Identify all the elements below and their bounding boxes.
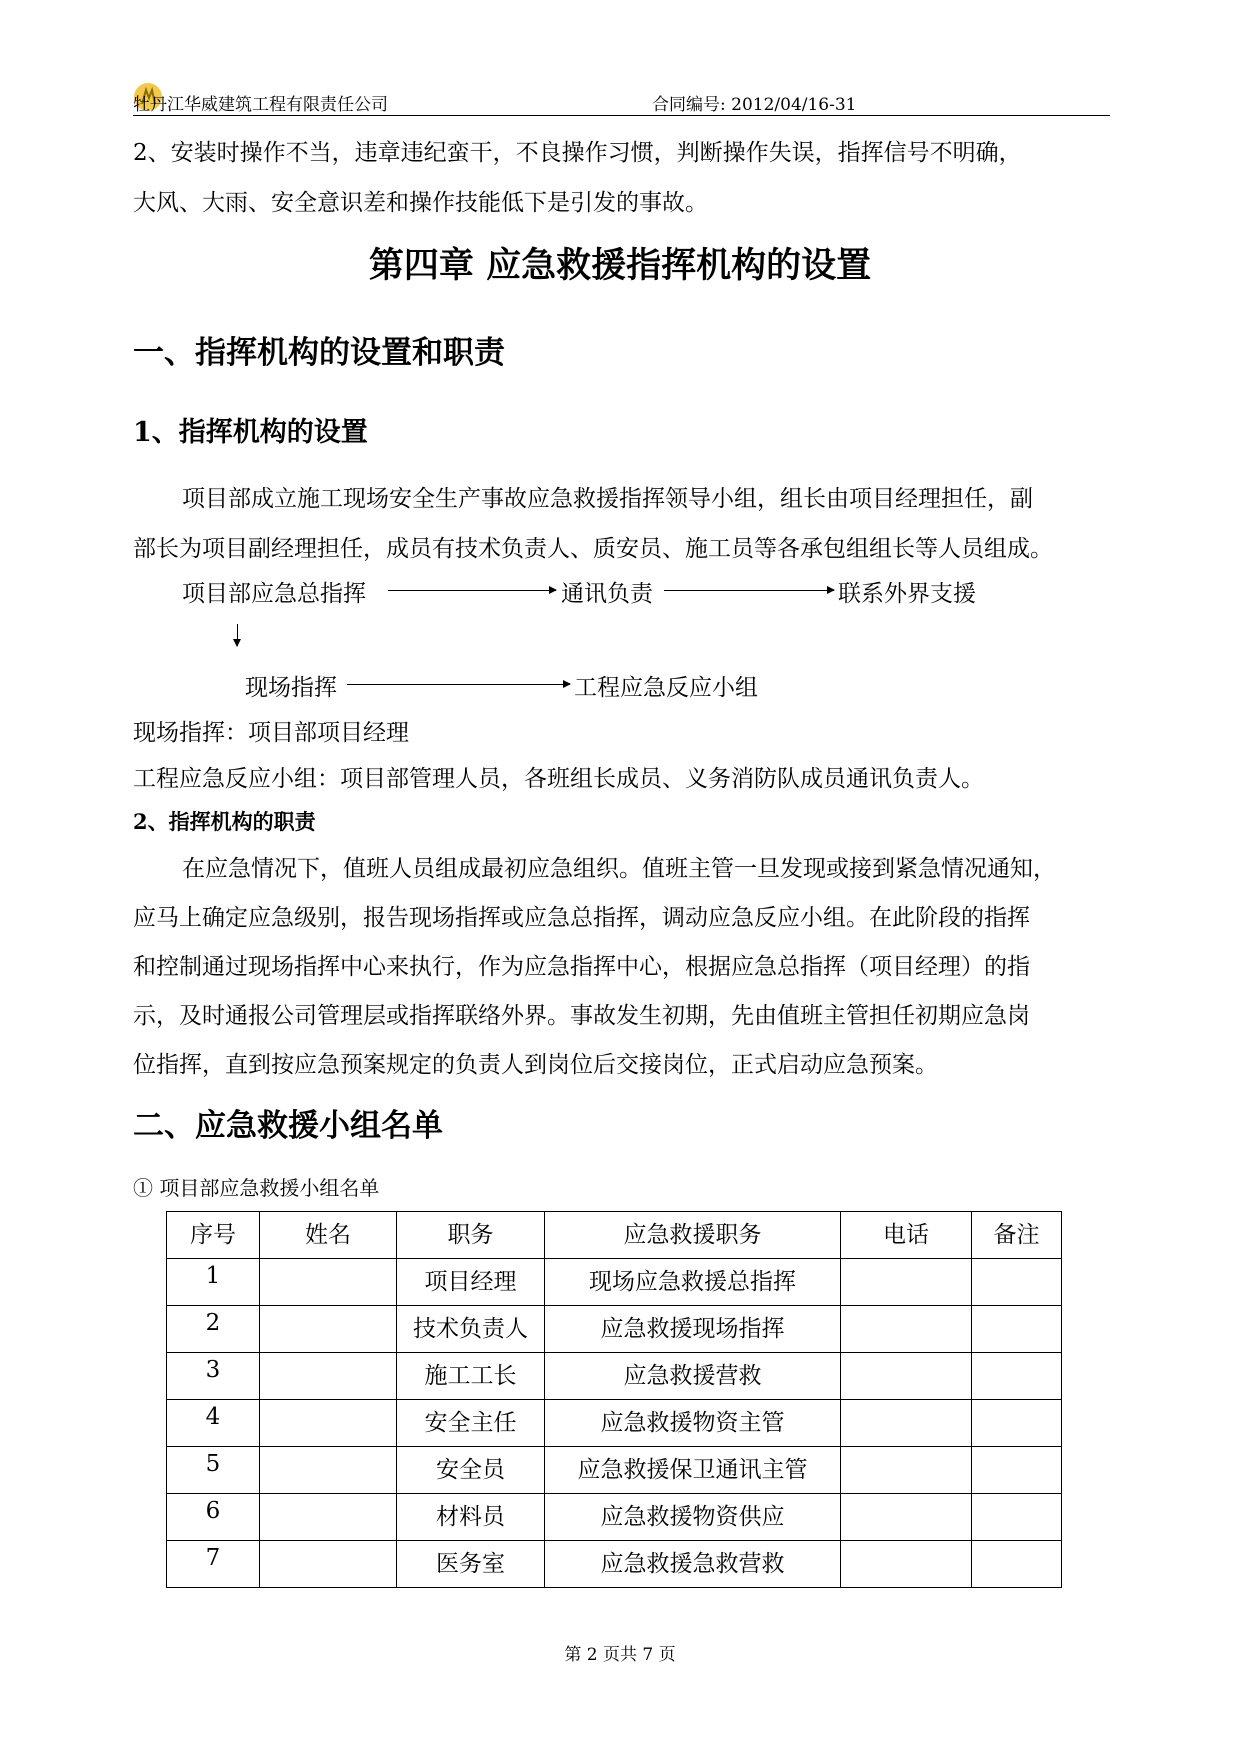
subsection-1-para-line-1: 项目部成立施工现场安全生产事故应急救援指挥领导小组，组长由项目经理担任，副 bbox=[182, 486, 1033, 512]
table-row bbox=[167, 1494, 1062, 1541]
cell-position: 安全主任 bbox=[397, 1400, 545, 1447]
table-row bbox=[167, 1306, 1062, 1353]
intro-line-1: 2、安装时操作不当，违章违纪蛮干，不良操作习惯，判断操作失误，指挥信号不明确， bbox=[133, 140, 1022, 166]
section-1-title: 一、指挥机构的设置和职责 bbox=[133, 335, 505, 371]
table-row bbox=[167, 1259, 1062, 1306]
header-company-name: 牡丹江华威建筑工程有限责任公司 bbox=[133, 95, 388, 115]
cell-name bbox=[260, 1353, 397, 1400]
cell-emergency-role: 应急救援急救营救 bbox=[545, 1541, 841, 1588]
duty-para-line-1: 在应急情况下，值班人员组成最初应急组织。值班主管一旦发现或接到紧急情况通知， bbox=[182, 856, 1056, 882]
header-cell-phone: 电话 bbox=[841, 1212, 972, 1259]
definition-response-team: 工程应急反应小组：项目部管理人员，各班组长成员、义务消防队成员通讯负责人。 bbox=[133, 766, 984, 792]
emergency-team-table bbox=[166, 1211, 1062, 1588]
table-row bbox=[167, 1400, 1062, 1447]
chart-node-communication: 通讯负责 bbox=[561, 581, 653, 607]
cell-position: 施工工长 bbox=[397, 1353, 545, 1400]
header-divider bbox=[133, 115, 1110, 116]
cell-name bbox=[260, 1541, 397, 1588]
cell-phone bbox=[841, 1494, 972, 1541]
cell-remark bbox=[972, 1494, 1062, 1541]
header-cell-position: 职务 bbox=[397, 1212, 545, 1259]
cell-remark bbox=[972, 1259, 1062, 1306]
duty-para-line-4: 示，及时通报公司管理层或指挥联络外界。事故发生初期，先由值班主管担任初期应急岗 bbox=[133, 1003, 1030, 1029]
cell-phone bbox=[841, 1353, 972, 1400]
header-cell-emergency-role: 应急救援职务 bbox=[545, 1212, 841, 1259]
subsection-1-title: 1、指挥机构的设置 bbox=[133, 417, 368, 448]
definition-site-commander: 现场指挥：项目部项目经理 bbox=[133, 720, 409, 746]
cell-remark bbox=[972, 1353, 1062, 1400]
table-row bbox=[167, 1353, 1062, 1400]
cell-no: 6 bbox=[167, 1494, 260, 1541]
chart-node-general-commander: 项目部应急总指挥 bbox=[182, 581, 366, 607]
duty-para-line-5: 位指挥，直到按应急预案规定的负责人到岗位后交接岗位，正式启动应急预案。 bbox=[133, 1052, 938, 1078]
cell-no: 2 bbox=[167, 1306, 260, 1353]
chart-node-site-commander: 现场指挥 bbox=[245, 675, 337, 701]
cell-emergency-role: 应急救援物资供应 bbox=[545, 1494, 841, 1541]
subsection-1-para-line-2: 部长为项目副经理担任，成员有技术负责人、质安员、施工员等各承包组组长等人员组成。 bbox=[133, 536, 1053, 562]
chart-arrow-2 bbox=[664, 590, 834, 591]
cell-phone bbox=[841, 1447, 972, 1494]
cell-emergency-role: 应急救援物资主管 bbox=[545, 1400, 841, 1447]
table-header-row bbox=[167, 1212, 1062, 1259]
header-cell-remark: 备注 bbox=[972, 1212, 1062, 1259]
cell-position: 技术负责人 bbox=[397, 1306, 545, 1353]
cell-phone bbox=[841, 1259, 972, 1306]
cell-remark bbox=[972, 1447, 1062, 1494]
cell-remark bbox=[972, 1400, 1062, 1447]
chart-node-response-team: 工程应急反应小组 bbox=[574, 675, 758, 701]
cell-position: 安全员 bbox=[397, 1447, 545, 1494]
table-caption: ① 项目部应急救援小组名单 bbox=[133, 1176, 380, 1200]
header-contract-number: 合同编号: 2012/04/16-31 bbox=[652, 95, 857, 115]
cell-position: 医务室 bbox=[397, 1541, 545, 1588]
section-2-title: 二、应急救援小组名单 bbox=[133, 1108, 443, 1144]
cell-no: 7 bbox=[167, 1541, 260, 1588]
cell-remark bbox=[972, 1306, 1062, 1353]
cell-phone bbox=[841, 1541, 972, 1588]
chart-node-external-support: 联系外界支援 bbox=[838, 581, 976, 607]
duty-para-line-3: 和控制通过现场指挥中心来执行，作为应急指挥中心，根据应急总指挥（项目经理）的指 bbox=[133, 954, 1030, 980]
cell-no: 1 bbox=[167, 1259, 260, 1306]
intro-line-2: 大风、大雨、安全意识差和操作技能低下是引发的事故。 bbox=[133, 190, 708, 216]
cell-no: 3 bbox=[167, 1353, 260, 1400]
cell-name bbox=[260, 1259, 397, 1306]
cell-position: 项目经理 bbox=[397, 1259, 545, 1306]
cell-phone bbox=[841, 1306, 972, 1353]
page-footer: 第 2 页共 7 页 bbox=[564, 1645, 676, 1665]
header-cell-name: 姓名 bbox=[260, 1212, 397, 1259]
cell-name bbox=[260, 1494, 397, 1541]
cell-no: 5 bbox=[167, 1447, 260, 1494]
chart-arrow-down bbox=[237, 624, 238, 646]
chart-arrow-1 bbox=[388, 590, 556, 591]
duty-para-line-2: 应马上确定应急级别，报告现场指挥或应急总指挥，调动应急反应小组。在此阶段的指挥 bbox=[133, 905, 1030, 931]
table-row bbox=[167, 1447, 1062, 1494]
cell-emergency-role: 应急救援保卫通讯主管 bbox=[545, 1447, 841, 1494]
cell-no: 4 bbox=[167, 1400, 260, 1447]
cell-remark bbox=[972, 1541, 1062, 1588]
cell-emergency-role: 现场应急救援总指挥 bbox=[545, 1259, 841, 1306]
cell-position: 材料员 bbox=[397, 1494, 545, 1541]
cell-name bbox=[260, 1306, 397, 1353]
table-row bbox=[167, 1541, 1062, 1588]
cell-name bbox=[260, 1447, 397, 1494]
cell-emergency-role: 应急救援现场指挥 bbox=[545, 1306, 841, 1353]
cell-name bbox=[260, 1400, 397, 1447]
subsection-2-title: 2、指挥机构的职责 bbox=[133, 809, 316, 834]
chart-arrow-3 bbox=[347, 684, 570, 685]
cell-emergency-role: 应急救援营救 bbox=[545, 1353, 841, 1400]
cell-phone bbox=[841, 1400, 972, 1447]
header-cell-no: 序号 bbox=[167, 1212, 260, 1259]
chapter-title: 第四章 应急救援指挥机构的设置 bbox=[368, 245, 872, 286]
